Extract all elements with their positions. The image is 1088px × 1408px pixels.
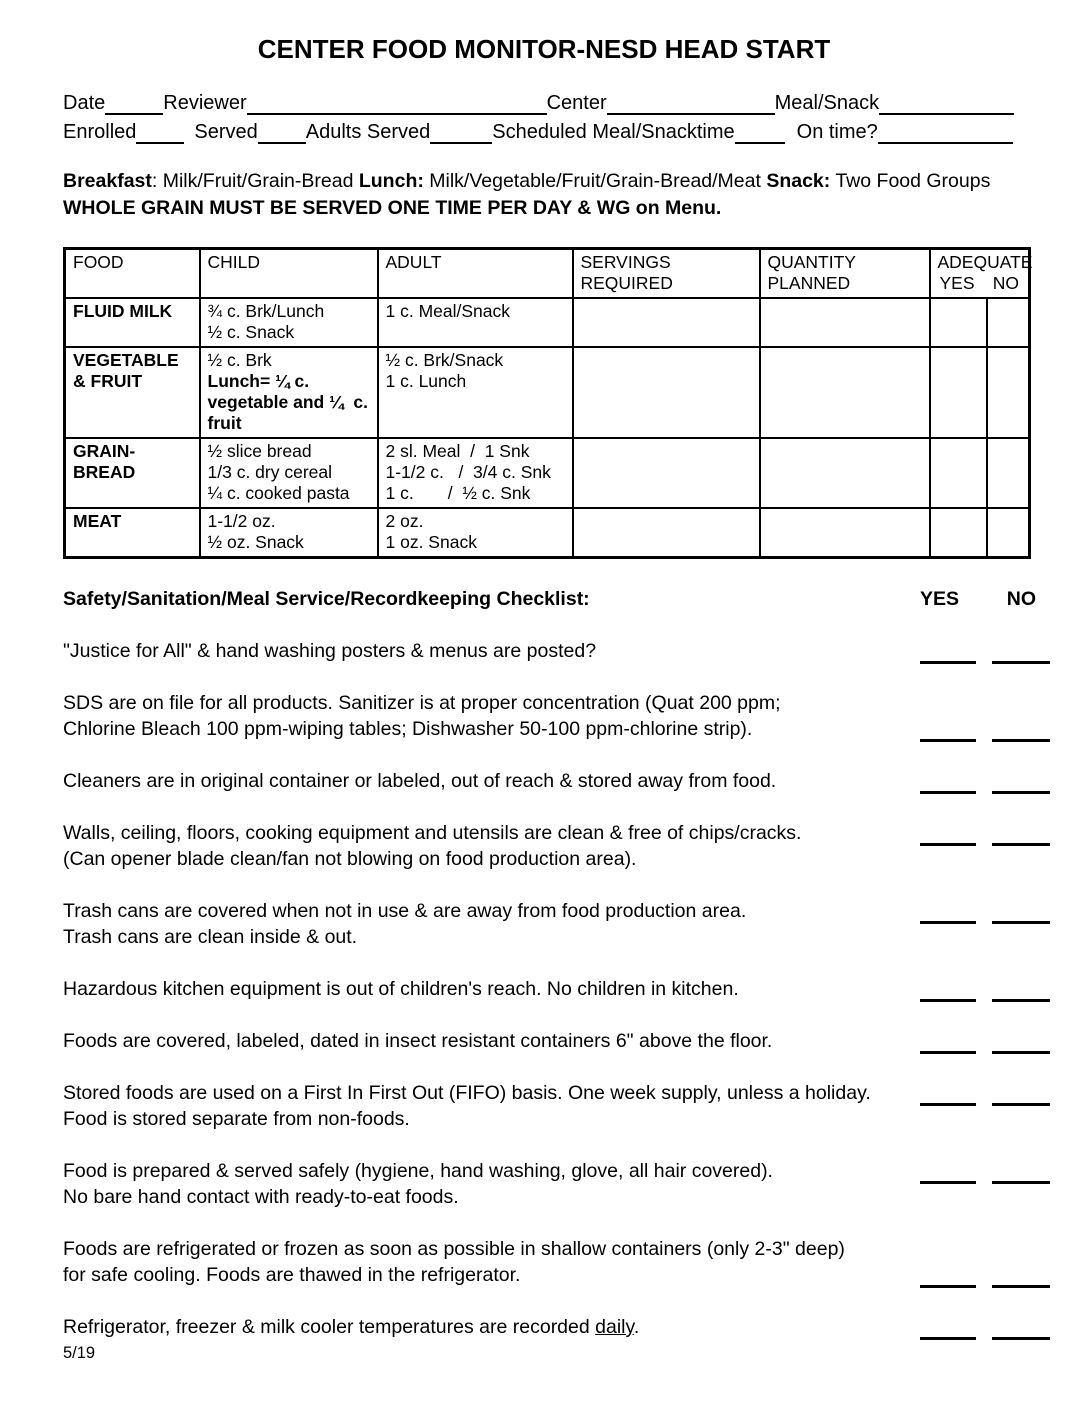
- table-row: [65, 438, 1030, 508]
- checklist-items: [63, 638, 1050, 1340]
- yes-no-answer-blanks: [920, 820, 1050, 846]
- no-answer-blank: [992, 976, 1050, 1002]
- checklist-text-line: Food is prepared & served safely (hygiene, hand washing, glove, all hair covered).: [63, 1160, 773, 1182]
- no-answer-blank: [992, 716, 1050, 742]
- checklist-text-line: Trash cans are covered when not in use & are away from food production area.: [63, 900, 747, 922]
- checklist-text-line: Chlorine Bleach 100 ppm-wiping tables; Dishwasher 50-100 ppm-chlorine strip).: [63, 718, 753, 740]
- meal-pattern-note: [63, 168, 1050, 195]
- header-line-1: [63, 86, 1050, 115]
- no-answer-blank: [992, 820, 1050, 846]
- text-segment: Lunch:: [358, 170, 424, 192]
- checklist-text-line: Cleaners are in original container or labeled, out of reach & stored away from food.: [63, 770, 777, 792]
- checklist-text-line: Foods are refrigerated or frozen as soon as possible in shallow containers (only 2-3" deep): [63, 1238, 845, 1260]
- field-label: Center: [546, 92, 607, 114]
- field-label: Served: [194, 121, 258, 143]
- page-footer: 5/19: [63, 1344, 96, 1362]
- yes-answer-blank: [920, 768, 976, 794]
- yes-answer-blank: [920, 1262, 976, 1288]
- text-segment: : Milk/Fruit/Grain-Bread: [151, 170, 359, 192]
- cell-adult-portion: [378, 508, 573, 558]
- cell-text-line: MEAT: [73, 511, 122, 531]
- column-header-servings-required: [573, 249, 760, 299]
- blank-line: [247, 92, 547, 115]
- checklist-item: [63, 1314, 1050, 1340]
- checklist-item: [63, 638, 1050, 664]
- checklist-text-line: (Can opener blade clean/fan not blowing on food production area).: [63, 848, 637, 870]
- cell-text-line: ½ c. Brk: [207, 350, 272, 370]
- no-answer-blank: [992, 1314, 1050, 1340]
- cell-text-line: GRAIN-: [73, 441, 136, 461]
- yes-no-answer-blanks: [920, 1080, 1050, 1106]
- cell-adequate-no-blank: [987, 298, 1030, 347]
- yes-answer-blank: [920, 716, 976, 742]
- yes-no-answer-blanks: [920, 716, 1050, 742]
- cell-text-line: ¼ c. cooked pasta: [207, 483, 350, 503]
- cell-adequate-no-blank: [987, 347, 1030, 438]
- cell-text-line: vegetable and ¼ c.: [207, 392, 368, 412]
- checklist-item-text: [63, 1314, 920, 1340]
- checklist-item: [63, 1158, 1050, 1210]
- cell-text-line: PLANNED: [767, 273, 851, 293]
- cell-text-line: ½ c. Brk/Snack: [385, 350, 504, 370]
- yes-answer-blank: [920, 1158, 976, 1184]
- cell-food-name: [65, 347, 200, 438]
- cell-text-line: 1 oz. Snack: [385, 532, 477, 552]
- blank-line: [879, 92, 1014, 115]
- checklist-item-text: [63, 898, 920, 950]
- cell-servings-required-blank: [573, 298, 760, 347]
- cell-quantity-planned-blank: [760, 298, 930, 347]
- spacer: [785, 143, 797, 144]
- column-header-food: [65, 249, 200, 299]
- table-row: [65, 298, 1030, 347]
- yes-no-answer-blanks: [920, 1262, 1050, 1288]
- blank-line: [607, 92, 775, 115]
- field-label: On time?: [796, 121, 878, 143]
- text-segment: Two Food Groups: [830, 170, 991, 192]
- column-header-adult: [378, 249, 573, 299]
- text-segment: Breakfast: [63, 170, 152, 192]
- column-header-adequate: [930, 249, 1033, 299]
- no-answer-blank: [992, 898, 1050, 924]
- cell-text-line: ½ slice bread: [207, 441, 312, 461]
- cell-text-line: 1 c. / ½ c. Snk: [385, 483, 531, 503]
- no-answer-blank: [992, 1080, 1050, 1106]
- checklist-text-line: Walls, ceiling, floors, cooking equipment and utensils are clean & free of chips/cracks.: [63, 822, 802, 844]
- whole-grain-note: WHOLE GRAIN MUST BE SERVED ONE TIME PER DAY & WG on Menu.: [63, 197, 722, 219]
- checklist-heading: Safety/Sanitation/Meal Service/Recordkeeping Checklist:: [63, 588, 590, 610]
- cell-text-line: CHILD: [207, 252, 261, 272]
- cell-adequate-yes-blank: [930, 347, 987, 438]
- checklist-item: [63, 898, 1050, 950]
- cell-text-line: QUANTITY: [767, 252, 856, 272]
- checklist-text-line: No bare hand contact with ready-to-eat foods.: [63, 1186, 459, 1208]
- text-segment: daily: [595, 1316, 634, 1338]
- text-segment: Refrigerator, freezer & milk cooler temperatures are recorded: [63, 1316, 596, 1338]
- checklist-text-line: [63, 1314, 912, 1340]
- no-answer-blank: [992, 638, 1050, 664]
- checklist-text-line: Hazardous kitchen equipment is out of children's reach. No children in kitchen.: [63, 978, 739, 1000]
- yes-answer-blank: [920, 638, 976, 664]
- blank-line: [735, 121, 785, 144]
- text-segment: .: [633, 1316, 640, 1338]
- yes-answer-blank: [920, 1080, 976, 1106]
- cell-text-line: ½ oz. Snack: [207, 532, 304, 552]
- yes-no-answer-blanks: [920, 1028, 1050, 1054]
- cell-text-line: 2 oz.: [385, 511, 424, 531]
- cell-child-portion: [200, 438, 378, 508]
- cell-adequate-yes-blank: [930, 508, 987, 558]
- cell-text-line: BREAD: [73, 462, 136, 482]
- spacer: [184, 143, 194, 144]
- checklist-item-text: [63, 820, 920, 872]
- table-header-row: [65, 249, 1030, 299]
- checklist-text-line: Trash cans are clean inside & out.: [63, 926, 358, 948]
- cell-servings-required-blank: [573, 347, 760, 438]
- field-label: Reviewer: [163, 92, 247, 114]
- column-header-quantity-planned: [760, 249, 930, 299]
- no-answer-blank: [992, 1158, 1050, 1184]
- no-answer-blank: [992, 768, 1050, 794]
- blank-line: [878, 121, 1013, 144]
- cell-food-name: [65, 298, 200, 347]
- checklist-text-line: Food is stored separate from non-foods.: [63, 1108, 410, 1130]
- cell-text-line: FOOD: [73, 252, 124, 272]
- text-segment: Snack:: [766, 170, 831, 192]
- cell-text-line: FLUID MILK: [73, 301, 173, 321]
- table-row: [65, 508, 1030, 558]
- no-answer-blank: [992, 1262, 1050, 1288]
- yes-subheader: YES: [939, 273, 975, 293]
- adequate-label: ADEQUATE: [937, 252, 1033, 272]
- yes-no-answer-blanks: [920, 638, 1050, 664]
- no-answer-blank: [992, 1028, 1050, 1054]
- cell-quantity-planned-blank: [760, 438, 930, 508]
- yes-answer-blank: [920, 1314, 976, 1340]
- meal-pattern-table: [63, 247, 1031, 559]
- checklist-text-line: Stored foods are used on a First In First Out (FIFO) basis. One week supply, unless a holiday.: [63, 1082, 871, 1104]
- field-label: Scheduled Meal/Snacktime: [492, 121, 735, 143]
- yes-answer-blank: [920, 1028, 976, 1054]
- checklist-item: [63, 1080, 1050, 1132]
- cell-adequate-no-blank: [987, 438, 1030, 508]
- cell-text-line: ADULT: [385, 252, 442, 272]
- checklist-item-text: [63, 690, 920, 742]
- cell-servings-required-blank: [573, 438, 760, 508]
- cell-text-line: fruit: [207, 413, 242, 433]
- cell-text-line: & FRUIT: [73, 371, 143, 391]
- checklist-text-line: "Justice for All" & hand washing posters & menus are posted?: [63, 640, 597, 662]
- cell-text-line: ¾ c. Brk/Lunch: [207, 301, 325, 321]
- cell-text-line: VEGETABLE: [73, 350, 179, 370]
- yes-column-label: YES: [920, 588, 960, 610]
- blank-line: [136, 121, 184, 144]
- cell-text-line: 1-1/2 c. / 3/4 c. Snk: [385, 462, 551, 482]
- cell-text-line: 1/3 c. dry cereal: [207, 462, 332, 482]
- yes-no-answer-blanks: [920, 768, 1050, 794]
- cell-text-line: 1 c. Meal/Snack: [385, 301, 510, 321]
- blank-line: [430, 121, 492, 144]
- cell-food-name: [65, 438, 200, 508]
- checklist-item: [63, 1028, 1050, 1054]
- table-row: [65, 347, 1030, 438]
- cell-text-line: Lunch= ¼ c.: [207, 371, 310, 391]
- checklist-item-text: [63, 638, 920, 664]
- header-line-2: [63, 115, 1050, 144]
- checklist-item-text: [63, 976, 920, 1002]
- cell-quantity-planned-blank: [760, 508, 930, 558]
- cell-food-name: [65, 508, 200, 558]
- cell-adult-portion: [378, 298, 573, 347]
- field-label: Meal/Snack: [774, 92, 880, 114]
- yes-no-answer-blanks: [920, 1158, 1050, 1184]
- cell-text-line: ½ c. Snack: [207, 322, 295, 342]
- checklist-item: [63, 820, 1050, 872]
- column-header-child: [200, 249, 378, 299]
- checklist-item-text: [63, 1236, 920, 1288]
- blank-line: [258, 121, 306, 144]
- checklist-text-line: SDS are on file for all products. Sanitizer is at proper concentration (Quat 200 ppm;: [63, 692, 781, 714]
- no-subheader: NO: [992, 273, 1019, 293]
- cell-text-line: SERVINGS: [580, 252, 671, 272]
- field-label: Date: [63, 92, 106, 114]
- blank-line: [105, 92, 163, 115]
- yes-no-answer-blanks: [920, 976, 1050, 1002]
- cell-adult-portion: [378, 347, 573, 438]
- checklist-text-line: Foods are covered, labeled, dated in insect resistant containers 6" above the floor.: [63, 1030, 773, 1052]
- yes-answer-blank: [920, 976, 976, 1002]
- checklist-item-text: [63, 768, 920, 794]
- cell-adequate-no-blank: [987, 508, 1030, 558]
- checklist-item: [63, 768, 1050, 794]
- cell-servings-required-blank: [573, 508, 760, 558]
- field-label: Enrolled: [63, 121, 137, 143]
- no-column-label: NO: [1006, 588, 1036, 610]
- yes-no-answer-blanks: [920, 1314, 1050, 1340]
- checklist-item: [63, 1236, 1050, 1288]
- text-segment: Milk/Vegetable/Fruit/Grain-Bread/Meat: [423, 170, 767, 192]
- cell-child-portion: [200, 347, 378, 438]
- field-label: Adults Served: [305, 121, 431, 143]
- cell-adequate-yes-blank: [930, 298, 987, 347]
- checklist-item-text: [63, 1080, 920, 1132]
- checklist-item-text: [63, 1158, 920, 1210]
- checklist-item: [63, 690, 1050, 742]
- cell-child-portion: [200, 508, 378, 558]
- cell-adult-portion: [378, 438, 573, 508]
- yes-answer-blank: [920, 820, 976, 846]
- cell-text-line: REQUIRED: [580, 273, 673, 293]
- checklist-yes-no-labels: [920, 586, 1050, 612]
- page-title: CENTER FOOD MONITOR-NESD HEAD START: [257, 34, 831, 64]
- cell-adequate-yes-blank: [930, 438, 987, 508]
- checklist-text-line: for safe cooling. Foods are thawed in the refrigerator.: [63, 1264, 521, 1286]
- checklist-item: [63, 976, 1050, 1002]
- yes-answer-blank: [920, 898, 976, 924]
- cell-child-portion: [200, 298, 378, 347]
- adequate-yes-no-row: [938, 273, 1024, 294]
- cell-text-line: 1-1/2 oz.: [207, 511, 276, 531]
- checklist-heading-row: [63, 586, 1050, 612]
- checklist-item-text: [63, 1028, 920, 1054]
- cell-text-line: 1 c. Lunch: [385, 371, 467, 391]
- yes-no-answer-blanks: [920, 898, 1050, 924]
- cell-text-line: 2 sl. Meal / 1 Snk: [385, 441, 530, 461]
- cell-quantity-planned-blank: [760, 347, 930, 438]
